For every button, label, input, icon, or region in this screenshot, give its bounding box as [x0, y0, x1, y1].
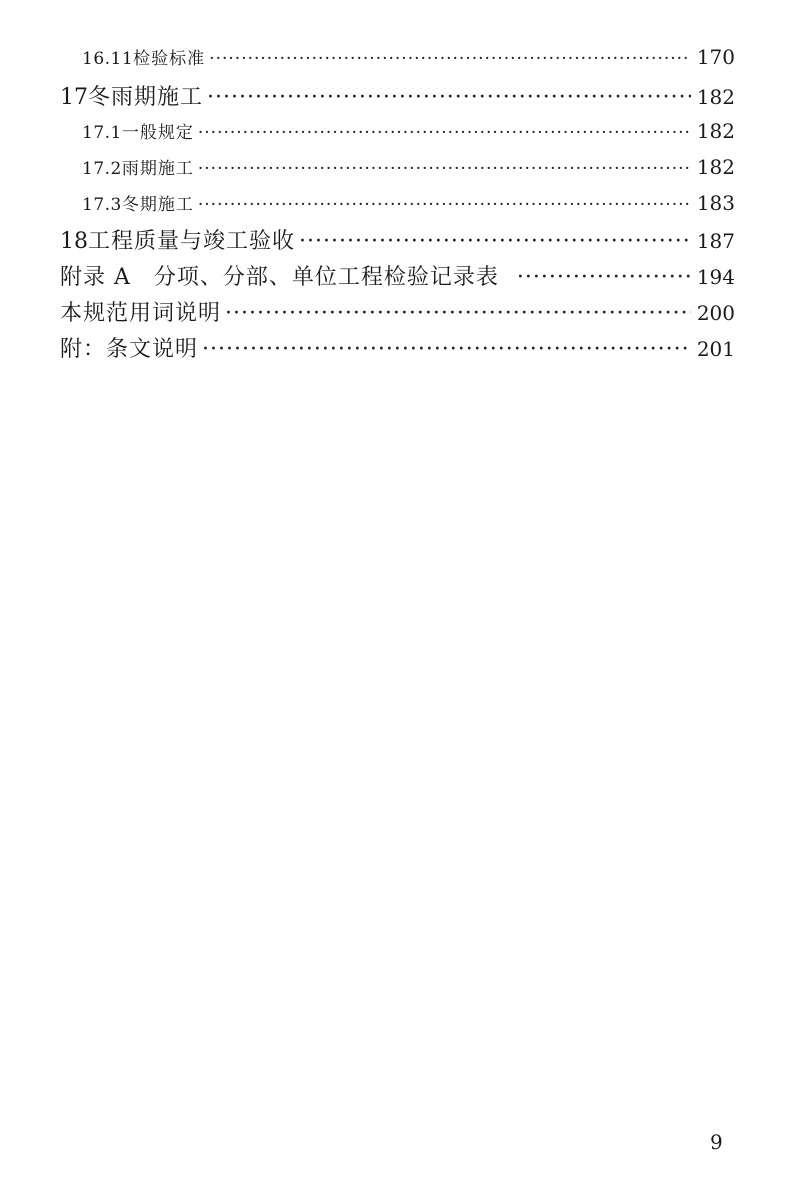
toc-entry[interactable]	[60, 224, 735, 255]
dot-leader	[209, 49, 691, 69]
toc-entry-number: 17.2	[82, 159, 122, 179]
toc-entry-title: 本规范用词说明	[60, 301, 222, 326]
page-number: 9	[710, 1130, 723, 1154]
toc-entry-page: 187	[696, 229, 735, 253]
dot-leader	[225, 301, 691, 326]
toc-entry[interactable]	[60, 260, 735, 291]
toc-entry-title: 一般规定	[121, 123, 194, 143]
toc-entry[interactable]	[82, 154, 735, 179]
toc-entry-number: 17	[60, 85, 88, 110]
toc-entry-title: 冬雨期施工	[88, 85, 204, 110]
toc-entry[interactable]	[82, 44, 735, 69]
toc-entry-page: 194	[696, 265, 735, 289]
toc-entry-title: 雨期施工	[121, 159, 194, 179]
toc-entry[interactable]	[82, 190, 735, 215]
toc-entry-page: 170	[696, 45, 735, 69]
dot-leader	[207, 85, 691, 110]
dot-leader	[202, 337, 691, 362]
toc-entry-title: 检验标准	[133, 49, 206, 69]
dot-leader	[299, 229, 691, 254]
toc-entry-page: 182	[696, 155, 735, 179]
dot-leader	[198, 159, 691, 179]
toc-entry[interactable]	[60, 80, 735, 111]
toc-entry-title: 附：条文说明	[60, 337, 199, 362]
toc-entry-number: 18	[60, 229, 88, 254]
dot-leader	[198, 123, 691, 143]
toc-entry-title: 冬期施工	[121, 195, 194, 215]
toc-entry-number: 16.11	[82, 49, 134, 69]
toc-entry-title: 工程质量与竣工验收	[88, 229, 296, 254]
toc-entry-title: 附录 A 分项、分部、单位工程检验记录表	[60, 265, 499, 290]
toc-entry[interactable]	[60, 296, 735, 327]
toc-entry-page: 201	[696, 337, 735, 361]
dot-leader	[517, 265, 691, 290]
toc-entry-page: 200	[696, 301, 735, 325]
toc-entry-page: 182	[696, 119, 735, 143]
dot-leader	[198, 195, 691, 215]
toc-entry-number: 17.3	[82, 195, 122, 215]
toc-entry-number: 17.1	[82, 123, 122, 143]
toc-entry[interactable]	[82, 118, 735, 143]
toc-entry-page: 182	[696, 85, 735, 109]
toc-entry[interactable]	[60, 332, 735, 363]
toc-entry-page: 183	[696, 191, 735, 215]
